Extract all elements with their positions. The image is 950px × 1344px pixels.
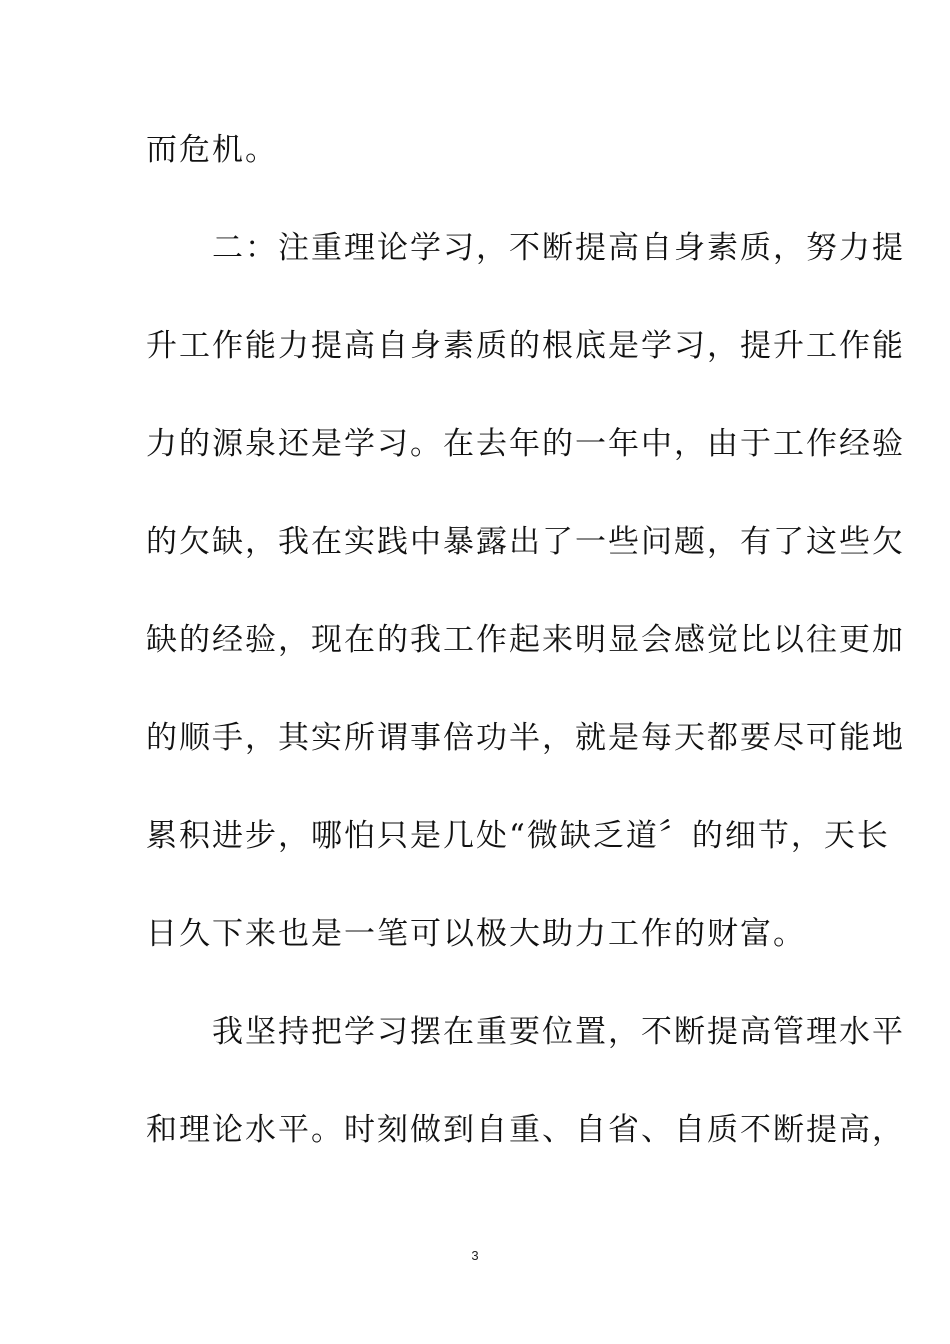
text-line: 和理论水平。时刻做到自重、自省、自质不断提高， <box>146 1112 905 1148</box>
text-line: 累积进步，哪怕只是几处“微缺乏道〞的细节，天长 <box>146 818 890 854</box>
body-text <box>146 126 905 1204</box>
text-line: 而危机。 <box>146 132 278 168</box>
text-line: 二：注重理论学习，不断提高自身素质，努力提 <box>146 230 905 266</box>
text-line: 的顺手，其实所谓事倍功半，就是每天都要尽可能地 <box>146 720 905 756</box>
text-line: 我坚持把学习摆在重要位置，不断提高管理水平 <box>146 1014 905 1050</box>
text-line: 日久下来也是一笔可以极大助力工作的财富。 <box>146 916 806 952</box>
text-line: 升工作能力提高自身素质的根底是学习，提升工作能 <box>146 328 905 364</box>
page-number: 3 <box>471 1248 479 1263</box>
text-line: 力的源泉还是学习。在去年的一年中，由于工作经验 <box>146 426 905 462</box>
text-line: 缺的经验，现在的我工作起来明显会感觉比以往更加 <box>146 622 905 658</box>
text-line: 的欠缺，我在实践中暴露出了一些问题，有了这些欠 <box>146 524 905 560</box>
